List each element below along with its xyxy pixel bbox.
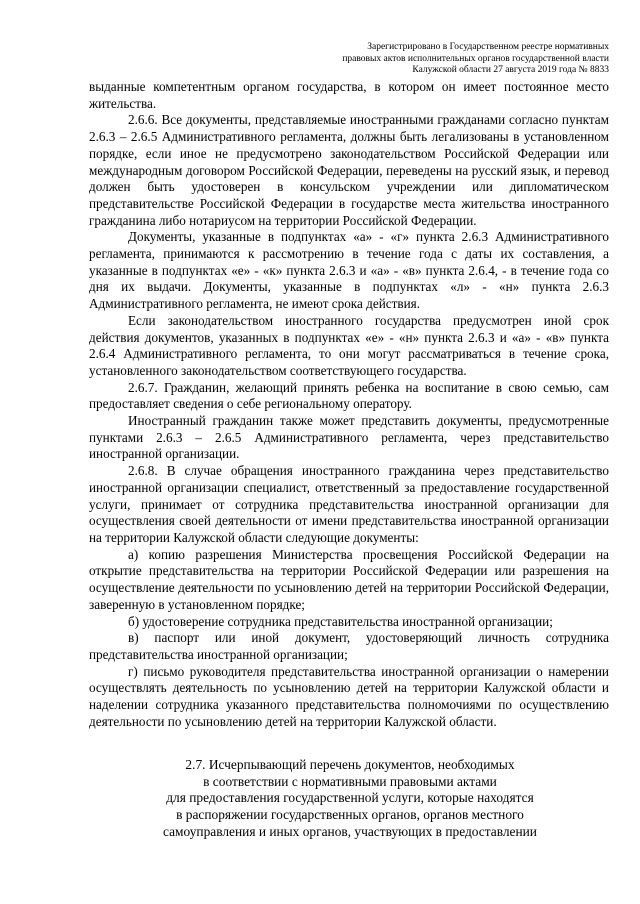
paragraph-continuation: выданные компетентным органом государства, в котором он имеет постоянное место жительства.: [89, 79, 609, 111]
list-item-g: г) письмо руководителя представительства иностранной организации о намерении осуществлять деятельность по усыновлению детей на территории Калужской области и наделении сотрудника указанного представительства полномочиями по осуществлению деятельности по усыновлению детей на территории Калужской области.: [89, 663, 609, 729]
stamp-line-1: Зарегистрировано в Государственном реестре нормативных: [367, 42, 609, 52]
section-heading-2-7: [110, 757, 590, 841]
list-item-b: б) удостоверение сотрудника представительства иностранной организации;: [128, 613, 553, 629]
paragraph-documents-validity: Документы, указанные в подпунктах «а» - «г» пункта 2.6.3 Административного регламента, принимаются к рассмотрению в течение года с даты их составления, а указанные в подпунктах «е» - «к» пункта 2.6.3 и «а» - «в» пункта 2.6.4, - в течение года со дня их выдачи. Документы, указанные в подпунктах «л» - «н» пункта 2.6.3 Административного регламента, не имеют срока действия.: [89, 229, 609, 312]
paragraph-foreign-law-validity: Если законодательством иностранного государства предусмотрен иной срок действия документов, указанных в подпунктах «е» - «н» пункта 2.6.3 и «а» - «в» пункта 2.6.4 Административного регламента, то они могут рассматриваться в течение срока, установленного законодательством соответствующего государства.: [89, 312, 609, 378]
document-body: [89, 79, 609, 730]
heading-line-5: самоуправления и иных органов, участвующих в предоставлении: [163, 823, 537, 839]
paragraph-foreign-citizen: Иностранный гражданин также может представить документы, предусмотренные пунктами 2.6.3 – 2.6.5 Административного регламента, через представительство иностранной организации.: [89, 413, 609, 462]
paragraph-2-6-8: 2.6.8. В случае обращения иностранного гражданина через представительство иностранной организации специалист, ответственный за предоставление государственной услуги, принимает от сотрудника представительства иностранной организации для осуществления своей деятельности от имени представительства иностранной организации на территории Калужской области следующие документы:: [89, 463, 609, 545]
heading-line-3: для предоставления государственной услуги, которые находятся: [166, 790, 534, 806]
registration-stamp: [289, 42, 609, 77]
stamp-line-2: правовых актов исполнительных органов государственной власти: [342, 53, 609, 64]
list-item-a: а) копию разрешения Министерства просвещения Российской Федерации на открытие представительства на территории Российской Федерации или разрешения на осуществление деятельности по усыновлению детей на территории Российской Федерации, заверенную в установленном порядке;: [89, 546, 609, 612]
heading-line-1: 2.7. Исчерпывающий перечень документов, необходимых: [185, 757, 515, 772]
paragraph-2-6-7: 2.6.7. Гражданин, желающий принять ребенка на воспитание в свою семью, сам предоставляет сведения о себе региональному оператору.: [89, 379, 609, 412]
list-item-v: в) паспорт или иной документ, удостоверяющий личность сотрудника представительства иностранной организации;: [89, 630, 609, 662]
stamp-line-3: Калужской области 27 августа 2019 года № 8833: [412, 65, 609, 75]
heading-line-4: в распоряжении государственных органов, органов местного: [176, 807, 524, 823]
heading-line-2: в соответствии с нормативными правовыми актами: [203, 773, 497, 789]
paragraph-2-6-6: 2.6.6. Все документы, представляемые иностранными гражданами согласно пунктам 2.6.3 – 2.6.5 Административного регламента, должны быть легализованы в установленном порядке, если иное не предусмотрено законодательством Российской Федерации или международным договором Российской Федерации, переведены на русский язык, и перевод должен быть удостоверен в консульском учреждении или дипломатическом представительстве Российской Федерации в государстве места жительства иностранного гражданина либо нотариусом на территории Российской Федерации.: [89, 112, 609, 228]
